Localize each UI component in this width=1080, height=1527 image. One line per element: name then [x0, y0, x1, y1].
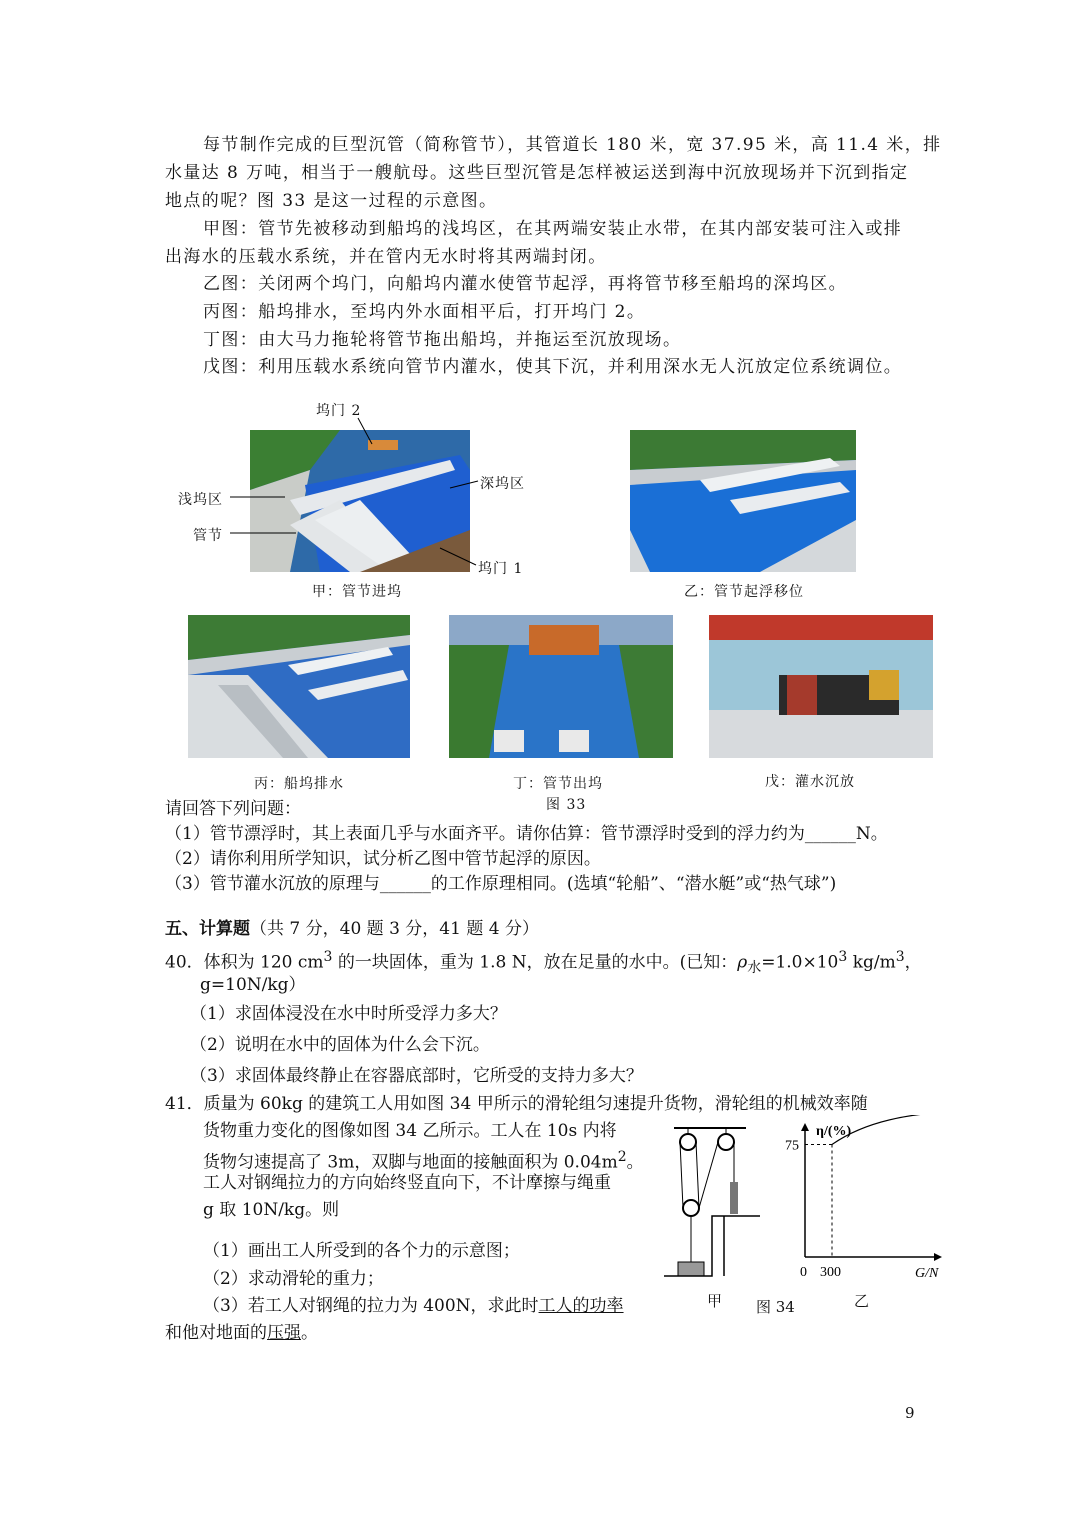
figure-34-label-jia: 甲	[707, 1292, 723, 1310]
q41-sub3-cont	[165, 1322, 318, 1344]
q41-line3-text: 货物匀速提高了 3m，双脚与地面的接触面积为 0.04m	[203, 1152, 618, 1173]
q41-underline-power: 工人的功率	[538, 1296, 624, 1316]
label-leader-lines	[0, 0, 1080, 600]
intro-p1-line2: 水量达 8 万吨，相当于一艘航母。这些巨型沉管是怎样被运送到海中沉放现场并下沉到指定	[165, 163, 909, 183]
q40-text-c: =1.0×10	[761, 952, 839, 973]
caption-wu: 戊：灌水沉放	[765, 774, 855, 790]
q41-sub3	[203, 1295, 624, 1317]
intro-yi: 乙图：关闭两个坞门，向船坞内灌水使管节起浮，再将管节移至船坞的深坞区。	[203, 274, 847, 294]
x-axis-label: G/N	[915, 1266, 939, 1281]
page-number: 9	[905, 1404, 915, 1422]
y-axis-label: η/(%)	[816, 1124, 852, 1139]
q41-sub3-text: （3）若工人对钢绳的拉力为 400N，求此时	[203, 1296, 539, 1316]
q41-line2: 货物重力变化的图像如图 34 乙所示。工人在 10s 内将	[203, 1121, 617, 1141]
caption-jia: 甲：管节进坞	[312, 584, 402, 600]
intro-jia-line2: 出海水的压载水系统，并在管内无水时将其两端封闭。	[165, 247, 607, 267]
section-5-note: （共 7 分，40 题 3 分，41 题 4 分）	[250, 919, 539, 939]
intro-ding: 丁图：由大马力拖轮将管节拖出船坞，并拖运至沉放现场。	[203, 330, 682, 350]
q40-text-d: kg/m	[847, 952, 896, 973]
q40-text-b: 的一块固体，重为 1.8 N，放在足量的水中。(已知：	[332, 952, 738, 973]
section-5-heading: 五、计算题	[165, 919, 250, 939]
figure-ding-image	[449, 615, 673, 758]
label-shallow-dock: 浅坞区	[178, 492, 223, 508]
figure-34-label-yi: 乙	[854, 1292, 870, 1310]
q41-line3-end: 。	[626, 1152, 644, 1173]
label-deep-dock: 深坞区	[480, 476, 525, 492]
q41-line3	[203, 1146, 644, 1174]
label-dock-gate-1: 坞门 1	[478, 561, 524, 577]
q40-sub3: （3）求固体最终静止在容器底部时，它所受的支持力多大？	[190, 1066, 643, 1086]
y-tick-75: 75	[785, 1138, 799, 1154]
intro-p1-line3: 地点的呢？图 33 是这一过程的示意图。	[165, 191, 498, 211]
q41-sub2: （2）求动滑轮的重力；	[203, 1269, 384, 1289]
q41-sub3-end: 。	[301, 1323, 318, 1343]
efficiency-chart	[770, 1115, 950, 1285]
x-axis-arrow	[934, 1253, 942, 1261]
q41-line5: g 取 10N/kg。则	[203, 1200, 340, 1220]
q40-sub2: （2）说明在水中的固体为什么会下沉。	[190, 1035, 490, 1055]
y-axis-arrow	[801, 1123, 809, 1131]
caption-yi: 乙：管节起浮移位	[684, 584, 804, 600]
q40-line2: g=10N/kg）	[200, 975, 306, 995]
q40-sub1: （1）求固体浸没在水中时所受浮力多大？	[190, 1004, 507, 1024]
intro-bing: 丙图：船坞排水，至坞内外水面相平后，打开坞门 2。	[203, 302, 646, 322]
x-tick-origin: 0	[800, 1265, 807, 1280]
q41-sub3-cont-text: 和他对地面的	[165, 1323, 267, 1343]
q39-part3: （3）管节灌水沉放的原理与______的工作原理相同。(选填“轮船”、“潜水艇”或“热气球”)	[165, 874, 837, 894]
q39-part2: （2）请你利用所学知识，试分析乙图中管节起浮的原因。	[165, 849, 601, 869]
q39-part1: （1）管节漂浮时，其上表面几乎与水面齐平。请你估算：管节漂浮时受到的浮力约为______N。	[165, 824, 888, 844]
label-pipe: 管节	[193, 528, 223, 544]
intro-wu: 戊图：利用压载水系统向管节内灌水，使其下沉，并利用深水无人沉放定位系统调位。	[203, 357, 903, 377]
q41-underline-pressure: 压强	[267, 1323, 301, 1343]
caption-ding: 丁：管节出坞	[513, 776, 603, 792]
q41-line3-sup: 2	[617, 1149, 627, 1165]
q40-rho-sub: 水	[747, 960, 762, 977]
figure-bing-image	[188, 615, 410, 758]
figure-wu-image	[709, 615, 933, 758]
x-tick-300: 300	[820, 1265, 841, 1280]
caption-bing: 丙：船坞排水	[254, 776, 344, 792]
q41-sub1: （1）画出工人所受到的各个力的示意图；	[203, 1241, 520, 1261]
intro-jia-line1: 甲图：管节先被移动到船坞的浅坞区，在其两端安装止水带，在其内部安装可注入或排	[203, 219, 903, 239]
q41-line4: 工人对钢绳拉力的方向始终竖直向下，不计摩擦与绳重	[203, 1173, 611, 1193]
label-dock-gate-2: 坞门 2	[316, 403, 362, 419]
pulley-system-diagram	[664, 1120, 764, 1280]
q40-text-e: ，	[904, 952, 922, 973]
q40-sup-b: 3	[838, 949, 848, 965]
q40-text-a: 40．体积为 120 cm	[165, 952, 324, 973]
intro-p1-line1: 每节制作完成的巨型沉管（简称管节），其管道长 180 米，宽 37.95 米，高 11.4 米，排	[203, 135, 942, 155]
section-5-header	[165, 918, 539, 940]
q40-rho: ρ	[737, 952, 748, 973]
q40-sup-a: 3	[323, 949, 333, 965]
q41-line1: 41．质量为 60kg 的建筑工人用如图 34 甲所示的滑轮组匀速提升货物，滑轮组的机械效率随	[165, 1094, 868, 1114]
figure-33-title: 图 33	[546, 797, 587, 813]
figure-34-title: 图 34	[756, 1298, 795, 1316]
q40-sup-c: 3	[895, 949, 905, 965]
q39-prompt: 请回答下列问题：	[165, 799, 301, 819]
